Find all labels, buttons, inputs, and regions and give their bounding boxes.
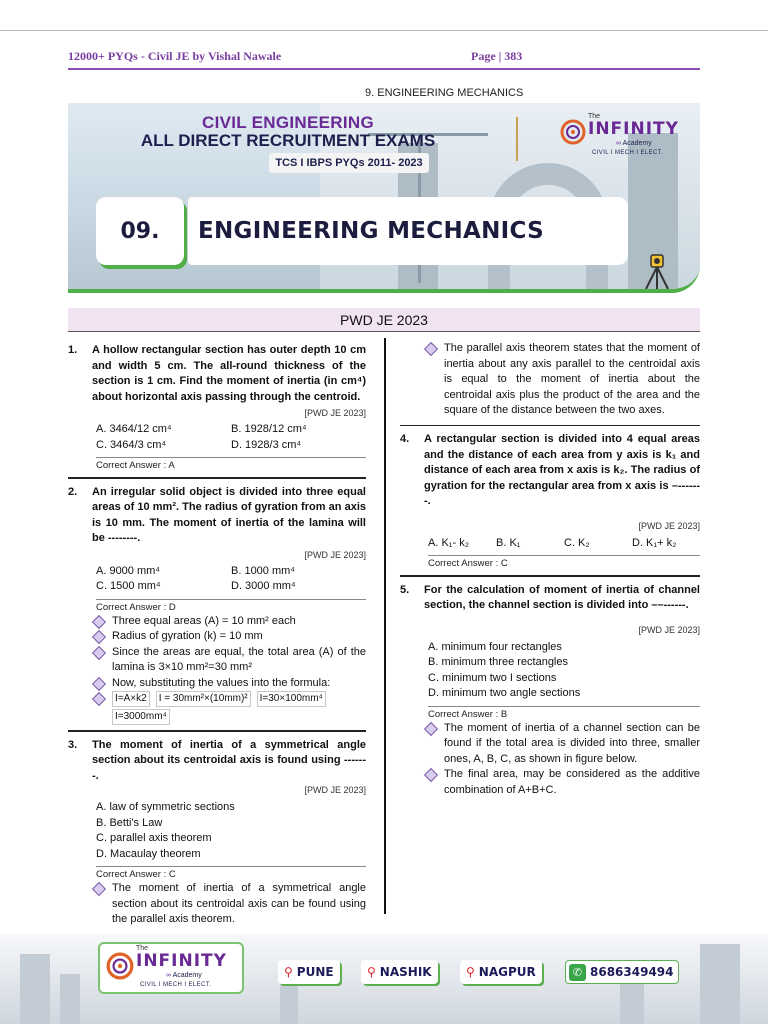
option-c[interactable]: C. 3464/3 cm⁴ <box>96 438 167 451</box>
explanation-bullet: Radius of gyration (k) = 10 mm <box>68 629 366 645</box>
infinity-logo <box>560 113 679 163</box>
option-d[interactable]: D. K₁+ k₂ <box>632 536 677 549</box>
banner-divider <box>516 117 518 161</box>
option-d[interactable]: D. minimum two angle sections <box>428 687 581 699</box>
correct-answer: Correct Answer : B <box>428 706 700 721</box>
logo-branches: CIVIL I MECH I ELECT. <box>140 982 212 988</box>
section-heading: PWD JE 2023 <box>68 308 700 332</box>
chapter-tag: 9. ENGINEERING MECHANICS <box>365 87 524 99</box>
question-rule <box>400 575 700 577</box>
formula-step: I=3000mm⁴ <box>112 709 170 725</box>
question-rule <box>400 425 700 427</box>
book-title: 12000+ PYQs - Civil JE by Vishal Nawale <box>68 49 282 63</box>
location-pin-icon: ⚲ <box>284 965 293 979</box>
building-silhouette <box>20 954 50 1024</box>
option-a[interactable]: A. law of symmetric sections <box>96 801 235 813</box>
city-pune: ⚲ PUNE <box>278 960 340 984</box>
phone-icon: ✆ <box>569 964 586 981</box>
banner-title-2: ALL DIRECT RECRUITMENT EXAMS <box>140 131 436 150</box>
left-column <box>68 343 366 928</box>
explanation-bullet: The final area, may be considered as the additive combination of A+B+C. <box>400 767 700 798</box>
correct-answer: Correct Answer : C <box>96 866 366 881</box>
option-d[interactable]: D. 3000 mm⁴ <box>231 580 296 592</box>
logo-academy: ∞ Academy <box>166 972 202 979</box>
logo-branches: CIVIL I MECH I ELECT. <box>592 150 664 156</box>
correct-answer: Correct Answer : C <box>428 555 700 570</box>
logo-the: The <box>588 113 601 120</box>
options <box>68 800 366 862</box>
option-c[interactable]: C. parallel axis theorem <box>96 832 212 844</box>
page-number: Page | 383 <box>471 49 523 63</box>
chapter-number: 09. <box>96 197 184 265</box>
option-b[interactable]: B. 1928/12 cm⁴ <box>231 423 307 435</box>
formula-step: I = 30mm²×(10mm)² <box>156 691 251 707</box>
options <box>400 640 700 702</box>
question-rule <box>68 477 366 479</box>
formula-step: I=A×k2 <box>112 691 150 707</box>
option-a[interactable]: A. K₁- k₂ <box>428 536 469 549</box>
building-silhouette <box>60 974 80 1024</box>
explanation-bullet: Now, substituting the values into the formula: <box>68 676 366 692</box>
options <box>68 422 366 453</box>
exam-tag: [PWD JE 2023] <box>304 408 366 418</box>
options <box>400 536 700 552</box>
mandala-icon <box>560 119 586 145</box>
option-b[interactable]: B. minimum three rectangles <box>428 656 568 668</box>
header-rule <box>68 68 700 70</box>
option-a[interactable]: A. 3464/12 cm⁴ <box>96 423 172 435</box>
banner-subtitle: TCS I IBPS PYQs 2011- 2023 <box>269 153 429 173</box>
option-a[interactable]: A. minimum four rectangles <box>428 640 562 653</box>
options <box>68 564 366 595</box>
exam-tag: [PWD JE 2023] <box>304 549 366 560</box>
logo-name: INFINITY <box>136 951 227 971</box>
building-silhouette <box>280 984 298 1024</box>
building-silhouette <box>700 944 740 1024</box>
exam-tag: [PWD JE 2023] <box>638 520 700 531</box>
explanation-bullet: The moment of inertia of a channel section can be found if the total area is divided into three, smaller ones, A, B, C, as shown in figure below. <box>400 721 700 768</box>
city-nashik: ⚲ NASHIK <box>361 960 438 984</box>
location-pin-icon: ⚲ <box>466 965 475 979</box>
question-rule <box>68 730 366 732</box>
exam-tag: [PWD JE 2023] <box>638 624 700 635</box>
formula-step: I=30×100mm⁴ <box>257 691 326 707</box>
logo-the: The <box>136 945 149 952</box>
explanation-bullet: Since the areas are equal, the total area (A) of the lamina is 3×10 mm²=30 mm² <box>68 645 366 676</box>
logo-name: INFINITY <box>588 119 679 139</box>
footer-logo <box>98 942 244 994</box>
correct-answer: Correct Answer : A <box>96 457 366 472</box>
option-c[interactable]: C. K₂ <box>564 536 590 549</box>
question-5: 5. For the calculation of moment of inertia of channel section, the channel section is divided into ––------. <box>400 583 700 611</box>
top-rule <box>0 30 768 31</box>
exam-tag: [PWD JE 2023] <box>304 785 366 795</box>
banner-title-1: CIVIL ENGINEERING <box>202 113 374 132</box>
formula-bullet <box>68 691 366 725</box>
option-b[interactable]: B. Betti's Law <box>96 816 163 829</box>
explanation-bullet: The moment of inertia of a symmetrical angle section about its centroidal axis can be found using the parallel axis theorem. <box>68 881 366 928</box>
mandala-icon <box>106 952 134 980</box>
correct-answer: Correct Answer : D <box>96 599 366 614</box>
chapter-banner <box>68 103 700 293</box>
question-2: 2. An irregular solid object is divided into three equal areas of 10 mm². The radius of gyration from an axis is 10 mm. The moment of inertia of the lamina will be --------. <box>68 485 366 544</box>
surveyor-tripod-icon <box>642 253 672 291</box>
option-c[interactable]: C. 1500 mm⁴ <box>96 580 161 592</box>
option-d[interactable]: D. 1928/3 cm⁴ <box>231 438 302 451</box>
option-b[interactable]: B. 1000 mm⁴ <box>231 564 296 577</box>
option-d[interactable]: D. Macaulay theorem <box>96 847 201 860</box>
location-pin-icon: ⚲ <box>367 965 376 979</box>
option-c[interactable]: C. minimum two I sections <box>428 671 557 684</box>
column-divider <box>384 338 386 914</box>
explanation-bullet: Three equal areas (A) = 10 mm² each <box>68 614 366 630</box>
option-b[interactable]: B. K₁ <box>496 536 521 549</box>
chapter-title: ENGINEERING MECHANICS <box>188 197 628 265</box>
phone-number[interactable]: ✆ 8686349494 <box>565 960 679 984</box>
question-3: 3. The moment of inertia of a symmetrical angle section about its centroidal axis is found using -------. <box>68 738 366 782</box>
right-column <box>400 341 700 798</box>
logo-academy: ∞ Academy <box>616 140 652 147</box>
explanation-bullet: The parallel axis theorem states that the moment of inertia about any axis parallel to the centroidal axis is equal to the moment of inertia about the centroidal axis plus the product of the area and the square of the distance between the two axes. <box>400 341 700 419</box>
question-1: 1. A hollow rectangular section has outer depth 10 cm and width 5 cm. The all-round thickness of the section is 1 cm. Find the moment of inertia (in cm⁴) about horizontal axis passing through the centroid. <box>68 344 366 403</box>
option-a[interactable]: A. 9000 mm⁴ <box>96 564 161 577</box>
question-4: 4. A rectangular section is divided into 4 equal areas and the distance of each area from y axis is k₁ and distance of each area from x axis is k₂. The radius of gyration for the rectangular area from x axis is –-------. <box>400 433 700 507</box>
city-nagpur: ⚲ NAGPUR <box>460 960 542 984</box>
